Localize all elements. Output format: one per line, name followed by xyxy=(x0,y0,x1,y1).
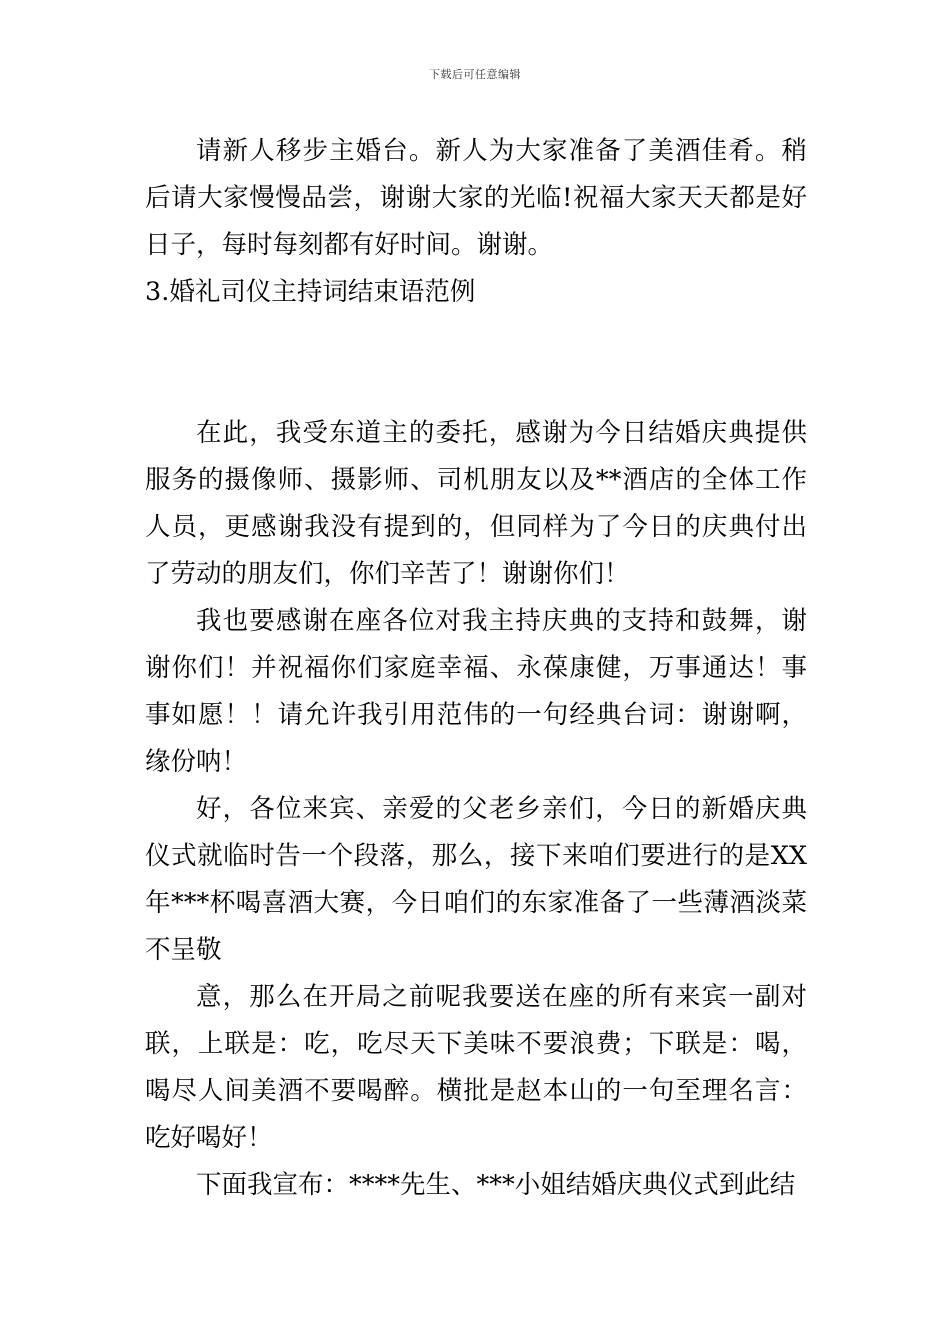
document-body xyxy=(145,128,807,1209)
paragraph-thanks-staff: 在此，我受东道主的委托，感谢为今日结婚庆典提供服务的摄像师、摄影师、司机朋友以及**酒店的全体工作人员，更感谢我没有提到的，但同样为了今日的庆典付出了劳动的朋友们，你们辛苦了！谢谢你们！ xyxy=(145,418,807,589)
blank-space xyxy=(145,316,807,410)
page-header: 下载后可任意编辑 xyxy=(429,68,521,81)
paragraph-closing-remarks: 请新人移步主婚台。新人为大家准备了美酒佳肴。稍后请大家慢慢品尝，谢谢大家的光临!祝福大家天天都是好日子，每时每刻都有好时间。谢谢。 xyxy=(145,136,807,260)
paragraph-drinking-contest: 好，各位来宾、亲爱的父老乡亲们，今日的新婚庆典仪式就临时告一个段落，那么，接下来咱们要进行的是XX年***杯喝喜酒大赛，今日咱们的东家准备了一些薄酒淡菜不呈敬 xyxy=(145,794,807,965)
paragraph-announcement: 下面我宣布：****先生、***小姐结婚庆典仪式到此结 xyxy=(196,1170,796,1200)
paragraph-couplet: 意，那么在开局之前呢我要送在座的所有来宾一副对联，上联是：吃，吃尽天下美味不要浪费；下联是：喝，喝尽人间美酒不要喝醉。横批是赵本山的一句至理名言：吃好喝好！ xyxy=(145,982,807,1153)
paragraph-thanks-guests: 我也要感谢在座各位对我主持庆典的支持和鼓舞，谢谢你们！并祝福你们家庭幸福、永葆康健，万事通达！事事如愿！！请允许我引用范伟的一句经典台词：谢谢啊，缘份呐！ xyxy=(145,606,807,777)
section-heading: 3.婚礼司仪主持词结束语范例 xyxy=(145,277,476,307)
